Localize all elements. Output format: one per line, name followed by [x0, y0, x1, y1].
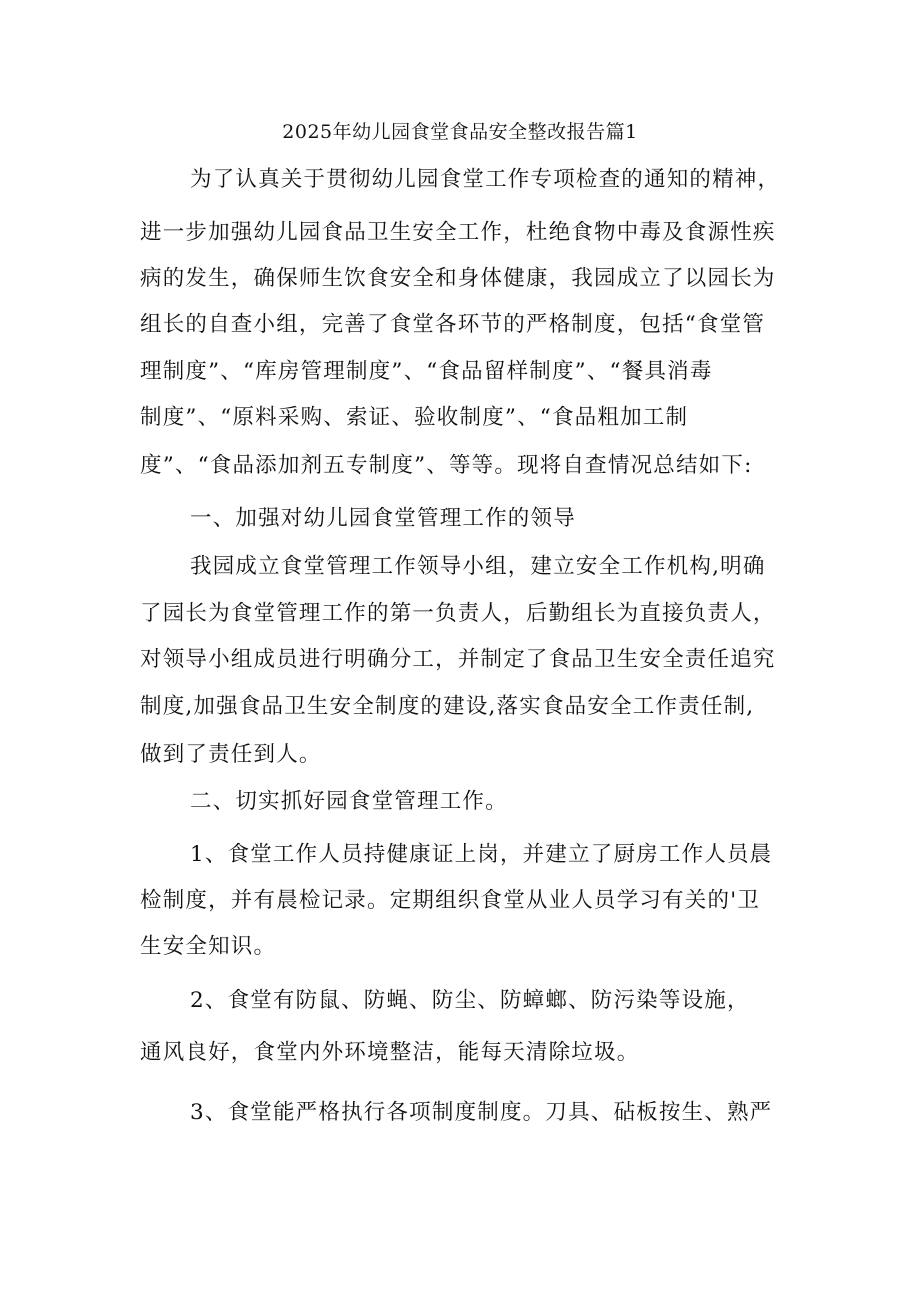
- paragraph-line: 病的发生，确保师生饮食安全和身体健康，我园成立了以园长为: [140, 266, 776, 291]
- paragraph-line: 了园长为食堂管理工作的第一负责人，后勤组长为直接负责人，: [140, 601, 776, 626]
- paragraph-line: 做到了责任到人。: [140, 742, 322, 767]
- document-title: 2025年幼儿园食堂食品安全整改报告篇1: [282, 121, 638, 143]
- paragraph-line: 组长的自查小组，完善了食堂各环节的严格制度，包括“食堂管: [140, 312, 766, 337]
- paragraph-line: 理制度”、“库房管理制度”、“食品留样制度”、“餐具消毒: [140, 359, 713, 384]
- paragraph-line: 1、食堂工作人员持健康证上岗，并建立了厨房工作人员晨: [190, 842, 773, 867]
- paragraph-line: 3、食堂能严格执行各项制度制度。刀具、砧板按生、熟严: [190, 1100, 773, 1125]
- paragraph-line: 制度,加强食品卫生安全制度的建设,落实食品安全工作责任制,: [140, 694, 755, 719]
- section-heading: 二、切实抓好园食堂管理工作。: [190, 789, 508, 814]
- paragraph-line: 度”、“食品添加剂五专制度”、等等。现将自查情况总结如下:: [140, 453, 753, 478]
- paragraph-line: 我园成立食堂管理工作领导小组，建立安全工作机构,明确: [190, 554, 766, 579]
- paragraph-line: 通风良好，食堂内外环境整洁，能每天清除垃圾。: [140, 1040, 640, 1065]
- paragraph-line: 检制度，并有晨检记录。定期组织食堂从业人员学习有关的'卫: [140, 888, 761, 913]
- paragraph-line: 生安全知识。: [140, 934, 277, 959]
- paragraph-line: 为了认真关于贯彻幼儿园食堂工作专项检查的通知的精神，: [190, 167, 781, 192]
- paragraph-line: 制度”、“原料采购、索证、验收制度”、“食品粗加工制: [140, 405, 689, 430]
- section-heading: 一、加强对幼儿园食堂管理工作的领导: [190, 506, 576, 531]
- paragraph-line: 对领导小组成员进行明确分工，并制定了食品卫生安全责任追究: [140, 647, 776, 672]
- paragraph-line: 进一步加强幼儿园食品卫生安全工作，杜绝食物中毒及食源性疾: [140, 220, 776, 245]
- paragraph-line: 2、食堂有防鼠、防蝇、防尘、防蟑螂、防污染等设施，: [190, 988, 750, 1013]
